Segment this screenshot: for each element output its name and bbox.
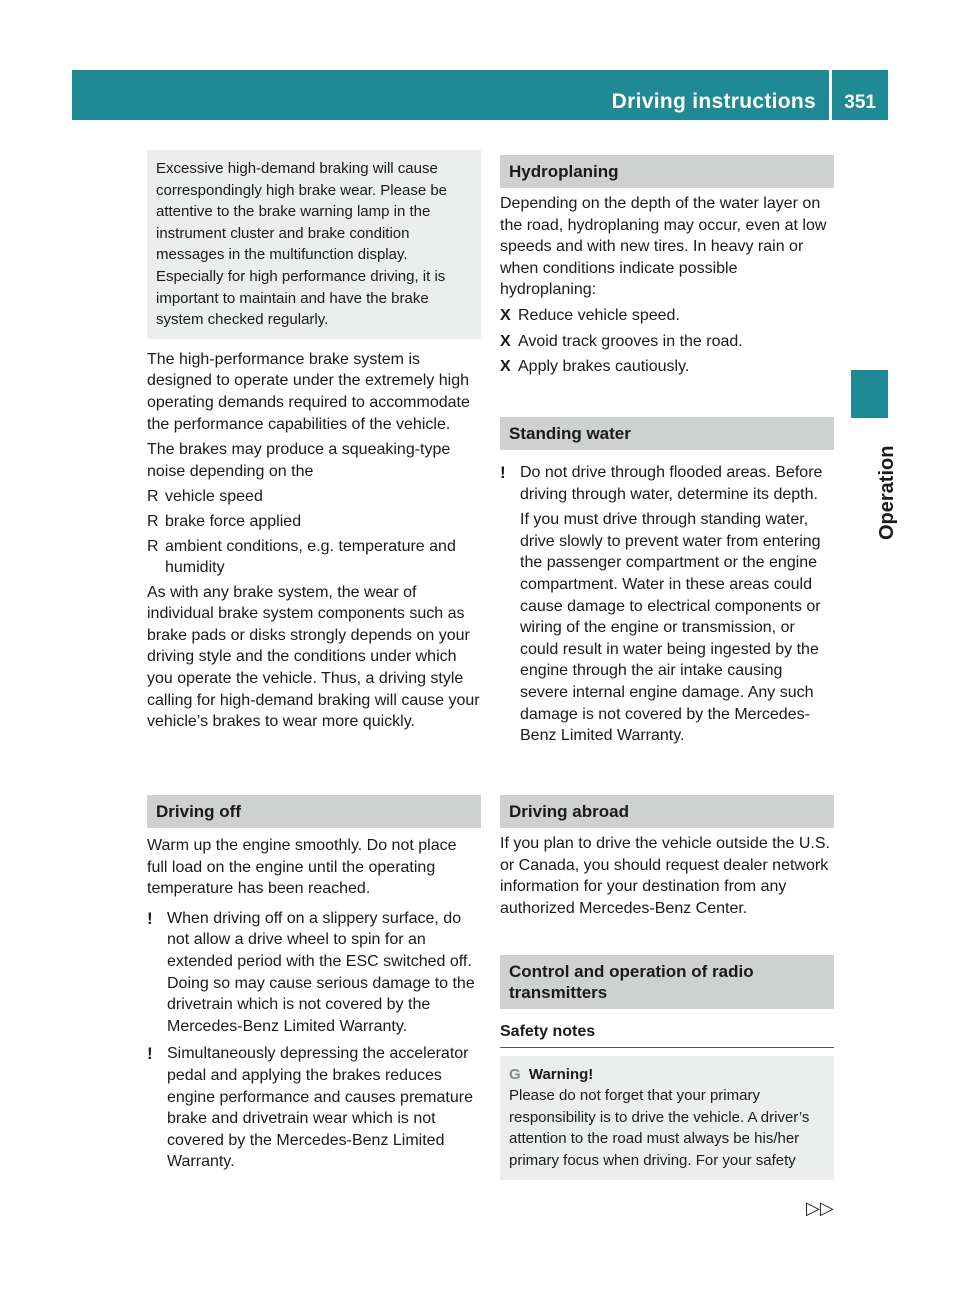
note-line: Excessive high-demand braking will cause (156, 160, 438, 177)
note-line: correspondingly high brake wear. Please be (156, 181, 448, 199)
step-text: Reduce vehicle speed. (518, 306, 680, 324)
header-divider (829, 70, 832, 120)
list-item (147, 511, 481, 533)
subsection-heading: Safety notes (500, 1021, 834, 1048)
notice-text: If you must drive through standing water, drive slowly to prevent water from entering the passenger compartment or the engine compartment. Water in these areas could cause damage to electrical components or wiring of the engine or transmission, or could result in water being ingested by the engine through the air intake causing severe internal engine damage. Any such damage is not covered by the Mercedes-Benz Limited Warranty. (520, 511, 821, 745)
standing-water-section (500, 417, 834, 753)
step-arrow-icon: X (500, 358, 511, 376)
left-column (147, 150, 481, 737)
bullet-marker: R (147, 537, 159, 555)
step-arrow-icon: X (500, 306, 511, 324)
notice-item (147, 908, 481, 1038)
heading-line: Control and operation of radio (509, 962, 754, 981)
section-heading (500, 955, 834, 1009)
note-line: attentive to the brake warning lamp in the (156, 203, 431, 221)
chapter-title: Driving instructions (611, 90, 816, 113)
step-arrow-icon: X (500, 332, 511, 350)
driving-abroad-section (500, 795, 834, 923)
list-item (147, 486, 481, 508)
warning-box (500, 1056, 834, 1180)
exclamation-icon: ! (147, 908, 153, 928)
exclamation-icon: ! (147, 1044, 153, 1064)
note-line: Especially for high performance driving, it is (156, 267, 446, 285)
section-side-label (850, 350, 898, 550)
instruction-step (500, 331, 834, 353)
step-text: Apply brakes cautiously. (518, 358, 690, 376)
note-line: important to maintain and have the brake (156, 289, 429, 307)
warning-title: Warning! (528, 1065, 594, 1083)
continue-arrow-icon: ▷▷ (806, 1198, 834, 1218)
hydroplaning-text: Depending on the depth of the water layer on the road, hydroplaning may occur, even at low speeds and with new tires. In heavy rain or when conditions indicate possible hydroplaning: (500, 195, 827, 299)
instruction-step (500, 305, 834, 327)
section-side-label-text: Operation (876, 445, 898, 540)
warning-icon: G (509, 1065, 521, 1083)
instruction-step (500, 356, 834, 378)
exclamation-icon: ! (500, 463, 506, 482)
section-heading: Driving off (147, 795, 481, 828)
section-heading: Hydroplaning (500, 155, 834, 188)
notice-item (500, 462, 834, 747)
notice-text: Do not drive through flooded areas. Before driving through water, determine its depth. (520, 464, 823, 503)
driving-off-text: Warm up the engine smoothly. Do not place full load on the engine until the operating temperature has been reached. (147, 837, 457, 898)
driving-off-section (147, 795, 481, 1179)
wear-paragraph: As with any brake system, the wear of individual brake system components such as brake pads or disks strongly depends on your driving style and the conditions under which you operate the vehicle. Thus, a driving style calling for high-demand braking will cause your vehicle’s brakes to wear more quickly. (147, 583, 480, 731)
bullet-marker: R (147, 488, 159, 506)
notice-text: When driving off on a slippery surface, do not allow a drive wheel to spin for an extended period with the ESC switched off. Doing so may cause serious damage to the drivetrain which is not covered by the Mercedes-Benz Limited Warranty. (167, 909, 475, 1035)
page-number: 351 (844, 92, 876, 113)
hydroplaning-section (500, 155, 834, 382)
bullet-text: brake force applied (165, 512, 302, 530)
step-text: Avoid track grooves in the road. (518, 332, 743, 350)
brake-system-paragraph: The high-performance brake system is designed to operate under the extremely high operating demands required to accommodate the performance capabilities of the vehicle. (147, 350, 470, 433)
section-heading: Standing water (500, 417, 834, 450)
driving-abroad-text: If you plan to drive the vehicle outside the U.S. or Canada, you should request dealer network information for your destination from any authorized Mercedes-Benz Center. (500, 835, 830, 917)
page-header-bar (72, 70, 888, 120)
bullet-text: vehicle speed (165, 488, 263, 506)
section-heading: Driving abroad (500, 795, 834, 828)
note-line: instrument cluster and brake condition (156, 224, 410, 242)
squeak-paragraph: The brakes may produce a squeaking-type noise depending on the (147, 441, 451, 480)
bullet-marker: R (147, 512, 159, 530)
radio-section (500, 955, 834, 1180)
notice-text: Simultaneously depressing the accelerator pedal and applying the brakes reduces engine performance and causes premature brake and drivetrain wear which is not covered by the Mercedes-Benz Limited Warranty. (167, 1045, 473, 1171)
note-line: system checked regularly. (156, 311, 329, 329)
brake-wear-note (147, 150, 481, 339)
list-item (147, 536, 481, 579)
bullet-text: ambient conditions, e.g. temperature and humidity (165, 537, 456, 577)
notice-item (147, 1043, 481, 1173)
warning-text: Please do not forget that your primary responsibility is to drive the vehicle. A driver’s attention to the road must always be his/her primary focus when driving. For your safety (509, 1087, 810, 1169)
heading-line: transmitters (509, 983, 608, 1002)
note-line: messages in the multifunction display. (156, 246, 408, 264)
